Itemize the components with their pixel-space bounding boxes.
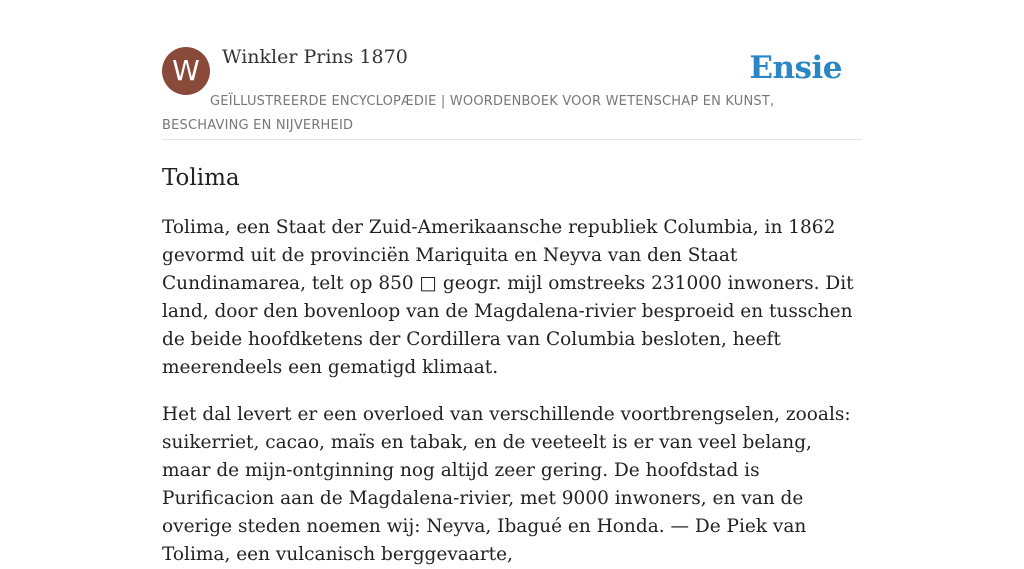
article-paragraph-2: Het dal levert er een overloed van verschillende voortbrengselen, zooals: suikerriet, cacao, maïs en tabak, en de veeteelt is er van veel belang, maar de mijn-ontginning nog altijd zeer gering. De hoofdstad is Purificacion aan de Magdalena-rivier, met 9000 inwoners, en van de overige steden noemen wij: Neyva, Ibagué en Honda. — De Piek van Tolima, een vulcanisch berggevaarte,: [162, 404, 851, 565]
article-paragraph-1: Tolima, een Staat der Zuid-Amerikaansche republiek Columbia, in 1862 gevormd uit de provinciën Mariquita en Neyva van den Staat Cundinamarea, telt op 850 □ geogr. mijl omstreeks 231000 inwoners. Dit land, door den bovenloop van de Magdalena-rivier besproeid en tusschen de beide hoofdketens der Cordillera van Columbia besloten, heeft meerendeels een gematigd klimaat.: [162, 217, 854, 378]
ensie-logo[interactable]: Ensie: [749, 50, 842, 86]
article-title: Tolima: [162, 165, 240, 191]
source-title-link[interactable]: Winkler Prins 1870: [222, 46, 408, 68]
source-avatar[interactable]: W: [162, 47, 210, 95]
article: [162, 160, 862, 569]
header-divider: [162, 139, 862, 140]
site-header: [162, 0, 862, 140]
source-subtitle: GEÏLLUSTREERDE ENCYCLOPÆDIE | WOORDENBOEK VOOR WETENSCHAP EN KUNST, BESCHAVING EN NIJVERHEID: [162, 94, 775, 133]
